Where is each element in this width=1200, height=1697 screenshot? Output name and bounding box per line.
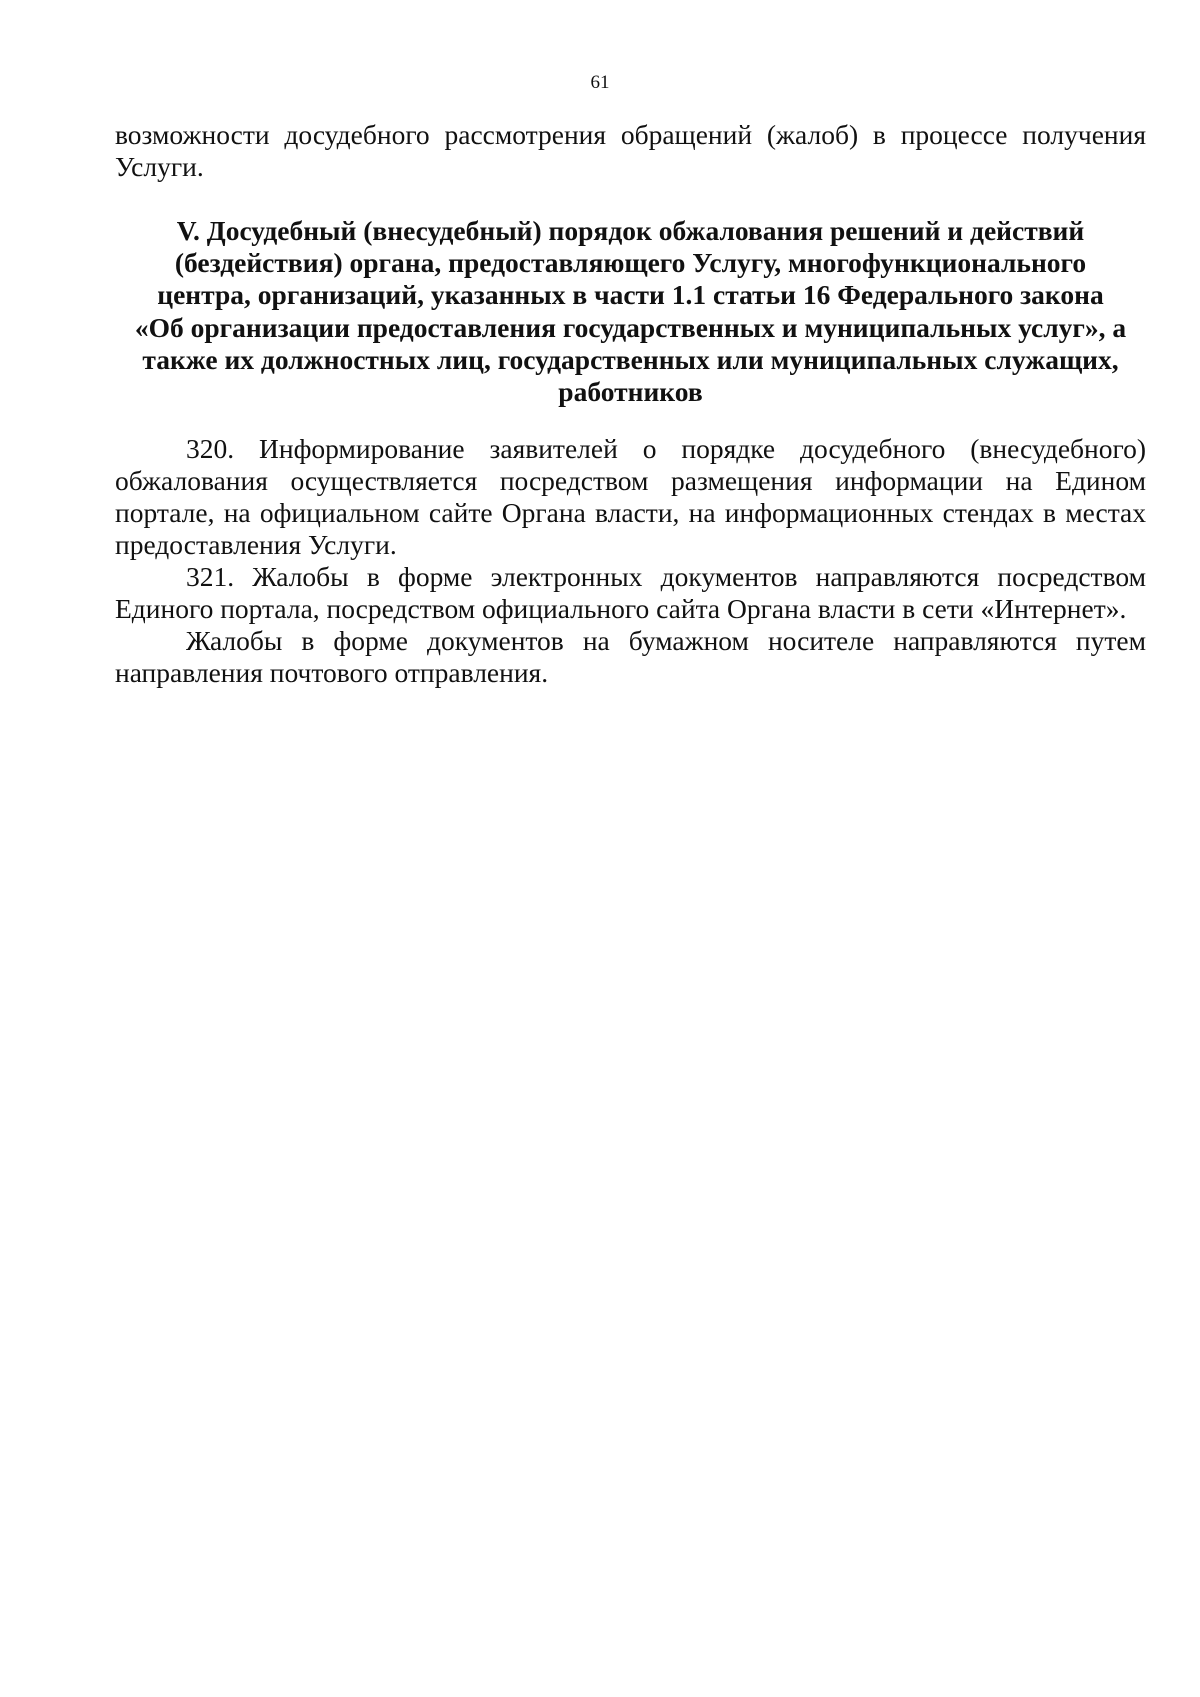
intro-text-block xyxy=(115,119,1146,183)
paragraph-320: 320. Информирование заявителей о порядке досудебного (внесудебного) обжалования осуществляется посредством размещения информации на Едином портале, на официальном сайте Органа власти, на информационных стендах в местах предоставления Услуги. xyxy=(115,433,1146,560)
page-number: 61 xyxy=(590,72,610,93)
section-heading-line: «Об организации предоставления государственных и муниципальных услуг», а xyxy=(134,311,1127,343)
section-heading xyxy=(115,215,1146,408)
section-heading-line: работников xyxy=(558,376,703,408)
paragraph-321: 321. Жалобы в форме электронных документов направляются посредством Единого портала, посредством официального сайта Органа власти в сети «Интернет». xyxy=(115,561,1146,624)
section-heading-line: V. Досудебный (внесудебный) порядок обжалования решений и действий xyxy=(176,215,1085,246)
section-body xyxy=(115,433,1146,689)
intro-paragraph: возможности досудебного рассмотрения обращений (жалоб) в процессе получения Услуги. xyxy=(115,119,1146,182)
section-heading-line: центра, организаций, указанных в части 1.1 статьи 16 Федерального закона xyxy=(157,279,1104,311)
section-heading-line: также их должностных лиц, государственных или муниципальных служащих, xyxy=(142,343,1119,375)
section-heading-line: (бездействия) органа, предоставляющего Услугу, многофункционального xyxy=(174,247,1087,279)
paragraph-321-continuation: Жалобы в форме документов на бумажном носителе направляются путем направления почтового отправления. xyxy=(115,625,1146,688)
